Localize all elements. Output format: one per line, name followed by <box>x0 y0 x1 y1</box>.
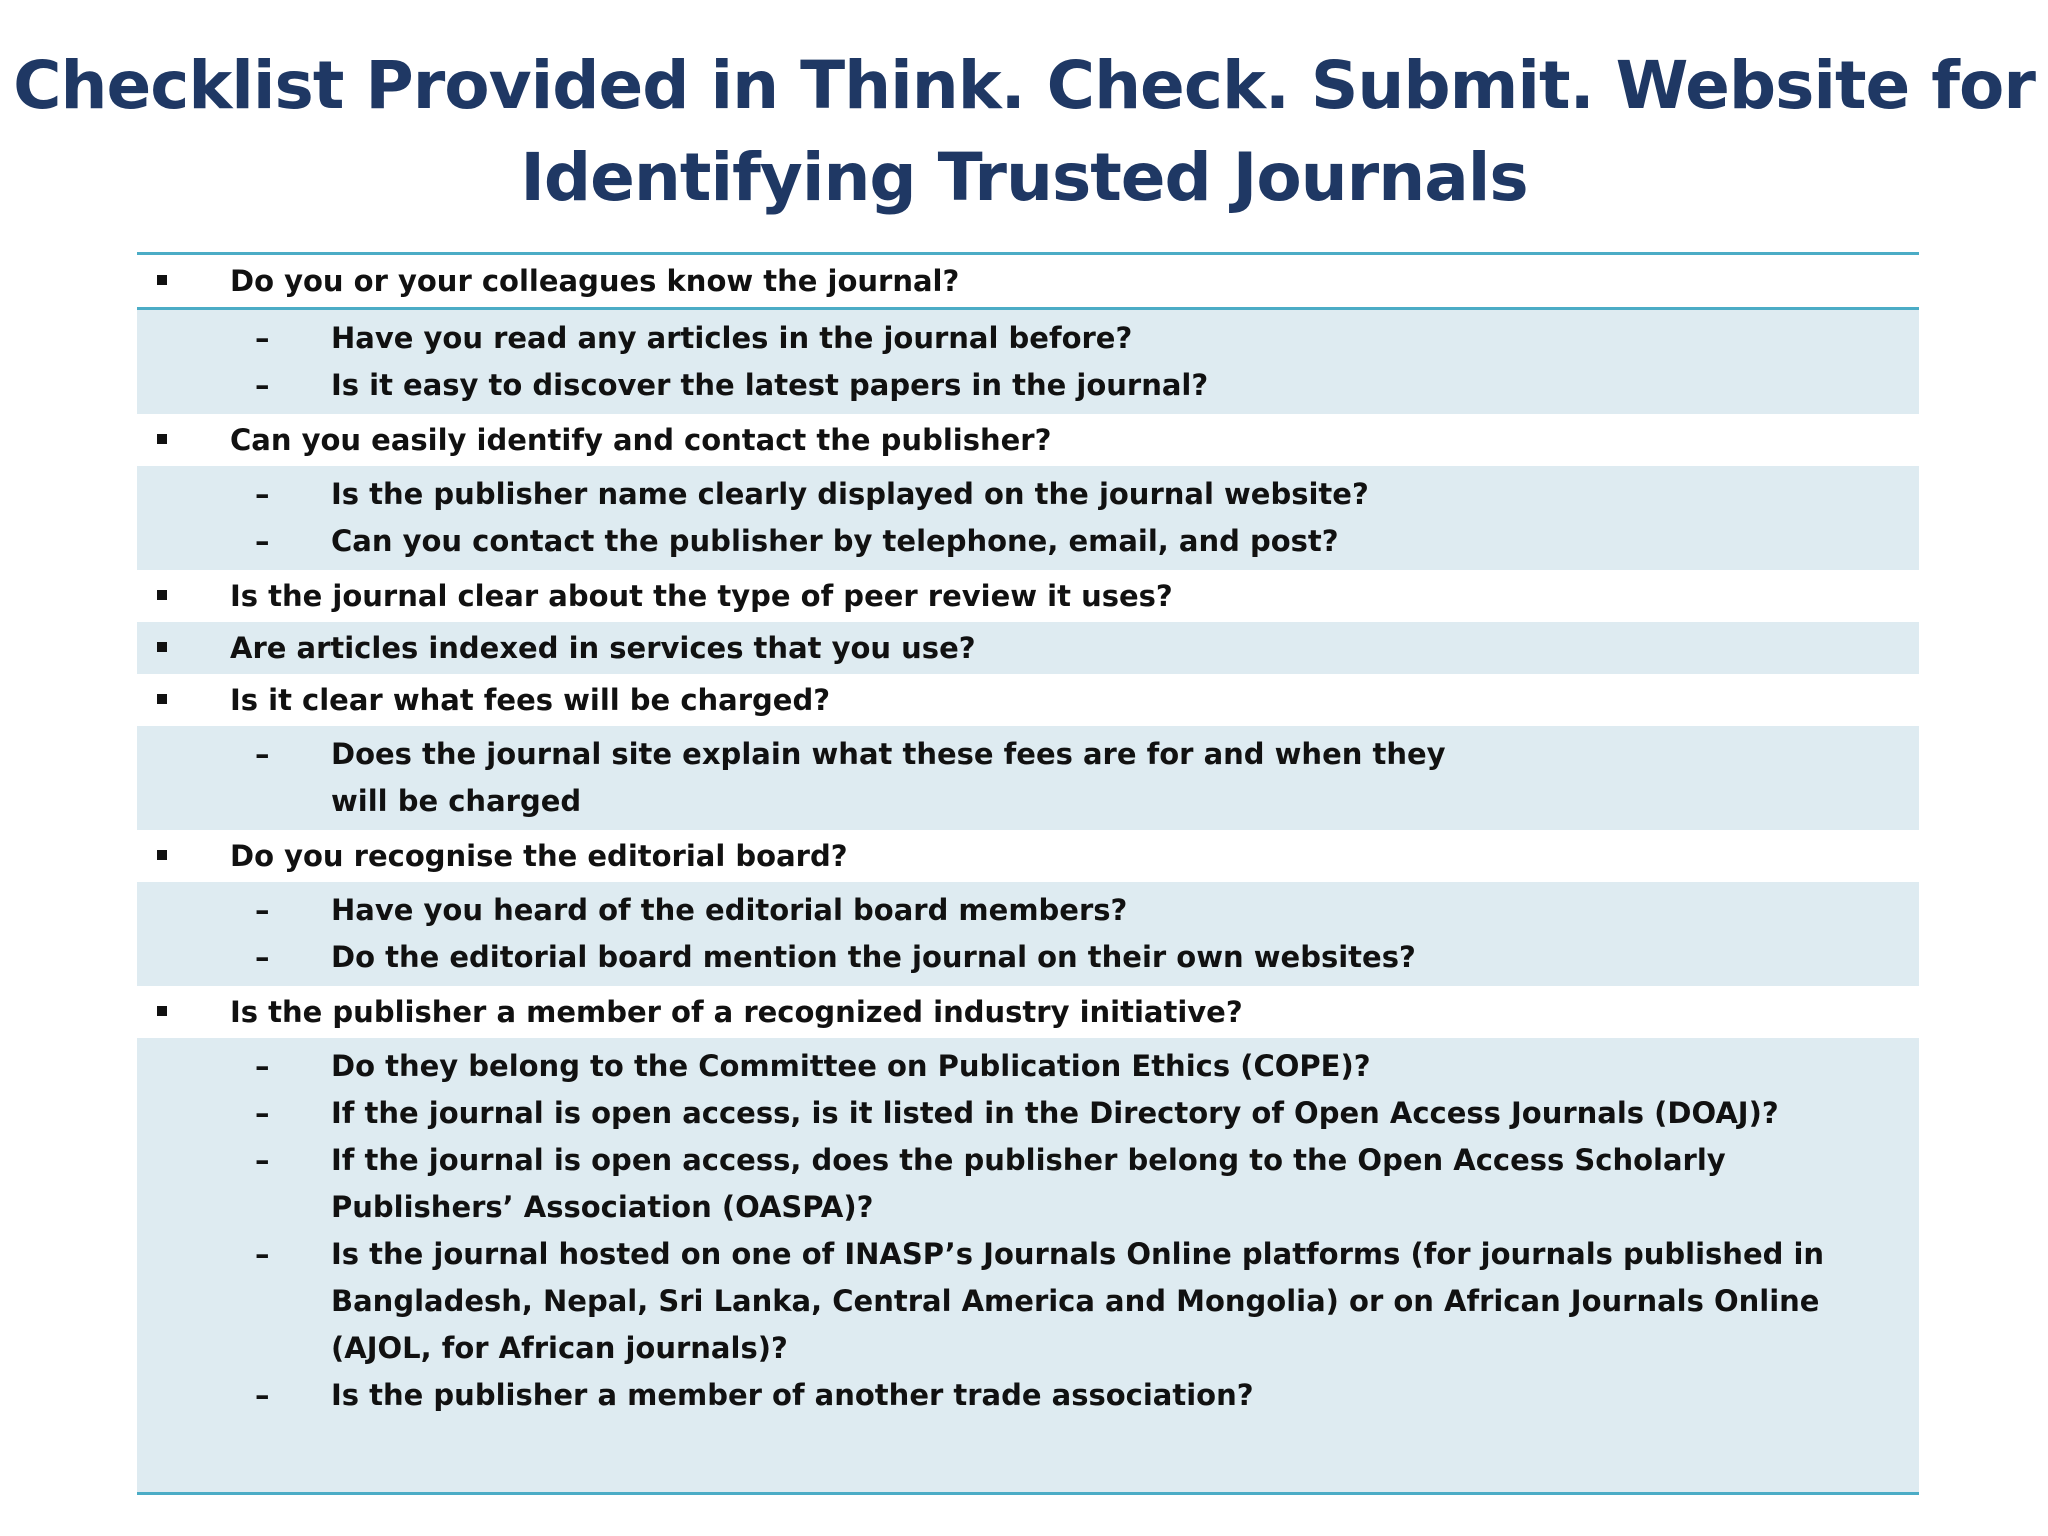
dash-bullet-icon: – <box>255 524 270 558</box>
dash-bullet-icon: – <box>255 940 270 974</box>
sub-question-group <box>137 1038 1919 1492</box>
sub-question: – Have you read any articles in the journal before? <box>137 315 1919 362</box>
square-bullet-icon <box>157 434 167 444</box>
dash-bullet-icon: – <box>255 1143 270 1177</box>
dash-bullet-icon: – <box>255 1096 270 1130</box>
checklist-question: Is the publisher a member of a recognized industry initiative? <box>230 995 1243 1029</box>
sub-question-group <box>137 466 1919 570</box>
dash-bullet-icon: – <box>255 737 270 771</box>
checklist-question: Do you or your colleagues know the journal? <box>230 264 960 298</box>
sub-question-group <box>137 307 1919 414</box>
sub-question: – Does the journal site explain what these fees are for and when they will be charged <box>137 731 1919 825</box>
dash-bullet-icon: – <box>255 893 270 927</box>
sub-question: – Is it easy to discover the latest papers in the journal? <box>137 362 1919 409</box>
checklist-question: Can you easily identify and contact the publisher? <box>230 423 1052 457</box>
checklist-item <box>137 830 1919 882</box>
square-bullet-icon <box>157 642 167 652</box>
checklist-table <box>137 252 1919 1495</box>
dash-bullet-icon: – <box>255 477 270 511</box>
sub-question: – If the journal is open access, does the publisher belong to the Open Access Scholarly Publishers’ Association (OASPA)? <box>137 1137 1919 1231</box>
square-bullet-icon <box>157 850 167 860</box>
dash-bullet-icon: – <box>255 321 270 355</box>
sub-question: – Can you contact the publisher by telephone, email, and post? <box>137 518 1919 565</box>
sub-question: – If the journal is open access, is it listed in the Directory of Open Access Journals (DOAJ)? <box>137 1090 1919 1137</box>
sub-question: – Is the publisher a member of another trade association? <box>137 1372 1919 1419</box>
dash-bullet-icon: – <box>255 368 270 402</box>
slide-title <box>0 40 2048 224</box>
title-line-1: Checklist Provided in Think. Check. Submit. Website for <box>13 47 2035 124</box>
checklist-item <box>137 986 1919 1038</box>
checklist-item <box>137 674 1919 726</box>
checklist-question: Do you recognise the editorial board? <box>230 839 848 873</box>
sub-question-group <box>137 726 1919 830</box>
table-bottom-padding <box>137 1419 1919 1487</box>
checklist-item <box>137 255 1919 307</box>
checklist-item <box>137 622 1919 674</box>
sub-question: – Do they belong to the Committee on Publication Ethics (COPE)? <box>137 1043 1919 1090</box>
square-bullet-icon <box>157 590 167 600</box>
title-line-2: Identifying Trusted Journals <box>520 139 1528 216</box>
sub-question: – Is the journal hosted on one of INASP’s Journals Online platforms (for journals published in Bangladesh, Nepal, Sri Lanka, Central America and Mongolia) or on African Journals Online (AJOL, for African journals)? <box>137 1231 1919 1372</box>
dash-bullet-icon: – <box>255 1049 270 1083</box>
sub-question: – Do the editorial board mention the journal on their own websites? <box>137 934 1919 981</box>
sub-question: – Have you heard of the editorial board members? <box>137 887 1919 934</box>
checklist-question: Is it clear what fees will be charged? <box>230 683 831 717</box>
square-bullet-icon <box>157 275 167 285</box>
square-bullet-icon <box>157 694 167 704</box>
checklist-question: Are articles indexed in services that you use? <box>230 631 976 665</box>
checklist-item <box>137 414 1919 466</box>
checklist-item <box>137 570 1919 622</box>
checklist-question: Is the journal clear about the type of peer review it uses? <box>230 579 1173 613</box>
dash-bullet-icon: – <box>255 1378 270 1412</box>
sub-question: – Is the publisher name clearly displayed on the journal website? <box>137 471 1919 518</box>
square-bullet-icon <box>157 1006 167 1016</box>
sub-question-group <box>137 882 1919 986</box>
dash-bullet-icon: – <box>255 1237 270 1271</box>
